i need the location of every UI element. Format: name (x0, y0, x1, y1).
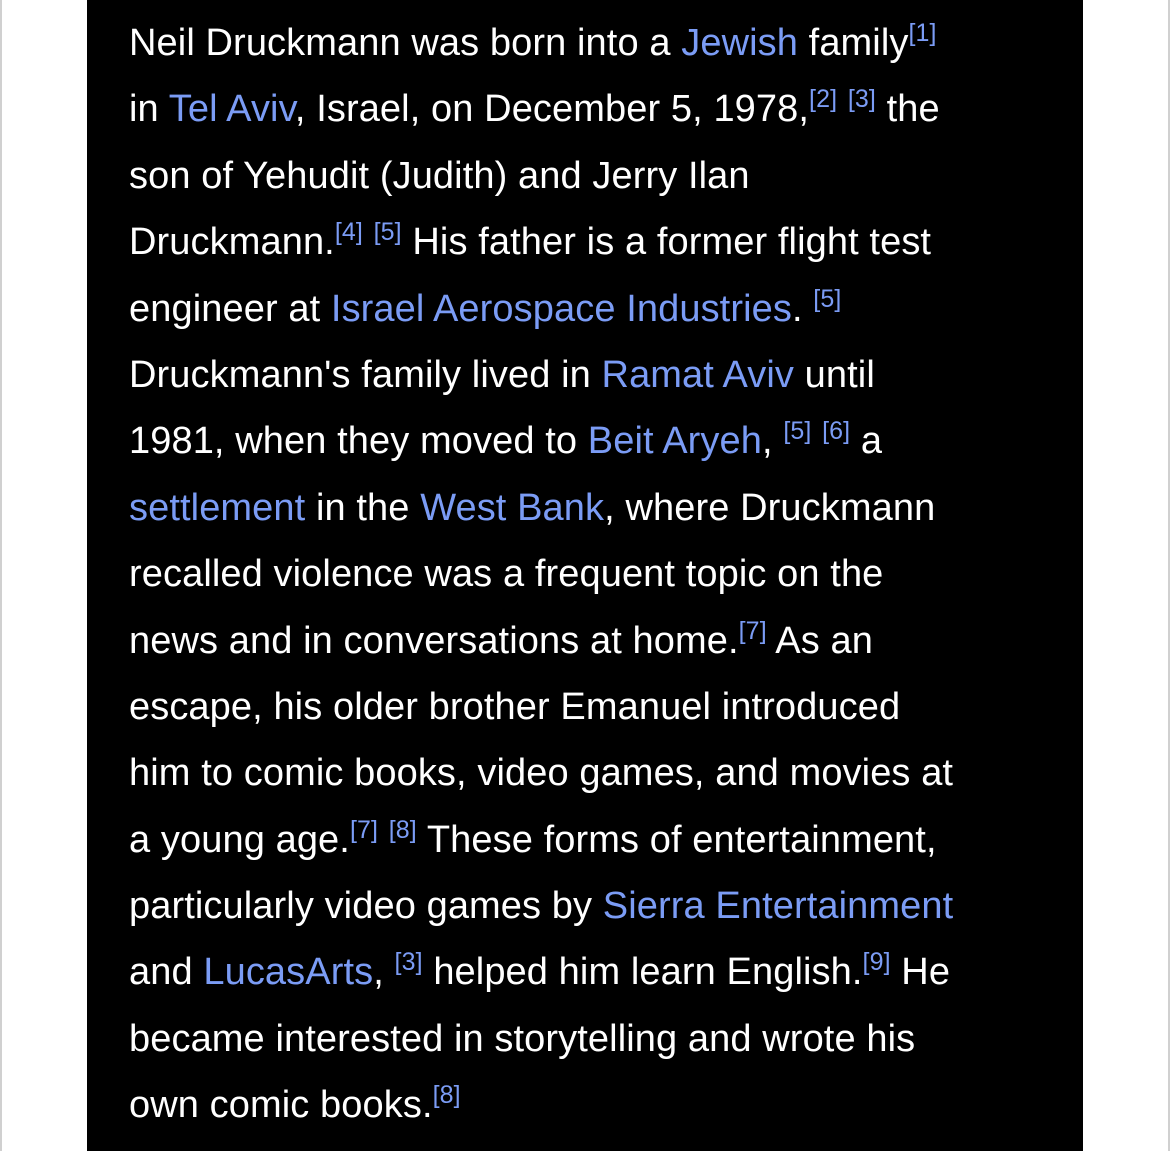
citation-link[interactable]: [6] (822, 417, 851, 446)
body-text: the (875, 88, 940, 131)
body-text: became interested in storytelling and wrote his (129, 1017, 916, 1060)
body-text: , where Druckmann (604, 486, 936, 529)
body-text (363, 221, 374, 263)
paragraph-line (129, 674, 1059, 740)
wiki-link[interactable]: settlement (129, 486, 306, 529)
wiki-link[interactable]: Ramat Aviv (601, 353, 795, 396)
paragraph-line (129, 1072, 1059, 1138)
body-text: him to comic books, video games, and movies at (129, 752, 954, 795)
body-text: son of Yehudit (Judith) and Jerry Ilan (129, 154, 750, 197)
paragraph-line (129, 1006, 1059, 1072)
body-text: 1981, when they moved to (129, 420, 588, 463)
citation-link[interactable]: [7] (738, 616, 767, 645)
paragraph-line (129, 143, 1059, 209)
body-text: escape, his older brother Emanuel introduced (129, 685, 901, 728)
citation-link[interactable]: [3] (394, 948, 423, 977)
citation-link[interactable]: [5] (373, 218, 402, 247)
body-text: helped him learn English. (422, 951, 863, 994)
body-text: news and in conversations at home. (129, 619, 739, 662)
paragraph-line (129, 342, 1059, 408)
wiki-link[interactable]: Tel Aviv (168, 88, 295, 131)
article-paragraph (129, 10, 1059, 1139)
paragraph-line (129, 740, 1059, 806)
paragraph-line (129, 76, 1059, 142)
wiki-link[interactable]: LucasArts (203, 951, 374, 994)
paragraph-line (129, 475, 1059, 541)
body-text: in the (305, 486, 421, 529)
citation-link[interactable]: [5] (783, 417, 812, 446)
body-text: , (373, 951, 395, 994)
citation-link[interactable]: [3] (847, 85, 876, 114)
wiki-link[interactable]: Jewish (681, 22, 798, 64)
body-text: and (129, 951, 204, 994)
paragraph-line (129, 541, 1059, 607)
paragraph-line (129, 10, 1059, 76)
citation-link[interactable]: [7] (349, 815, 379, 844)
body-text: As an (766, 619, 873, 662)
body-text: Neil Druckmann was born into a (129, 22, 682, 64)
paragraph-line (129, 276, 1059, 342)
body-text: Druckmann's family lived in (129, 353, 602, 396)
paragraph-line (129, 608, 1059, 674)
body-text: engineer at (129, 287, 331, 330)
body-text: own comic books. (129, 1084, 433, 1127)
body-text: particularly video games by (129, 885, 603, 928)
body-text: He (890, 951, 951, 994)
wiki-link[interactable]: West Bank (420, 486, 605, 529)
body-text: His father is a former flight test (401, 221, 932, 264)
body-text: , Israel, on December 5, 1978, (294, 88, 810, 131)
wiki-link[interactable]: Israel Aerospace Industries (330, 287, 792, 330)
citation-link[interactable]: [2] (809, 85, 838, 114)
paragraph-line (129, 807, 1059, 873)
body-text (378, 819, 389, 861)
body-text: family (798, 22, 909, 64)
wiki-link[interactable]: Beit Aryeh (587, 420, 763, 463)
body-text: until (794, 353, 875, 396)
body-text: a young age. (129, 818, 350, 861)
citation-link[interactable]: [8] (432, 1081, 461, 1110)
body-text: These forms of entertainment, (416, 818, 937, 861)
citation-link[interactable]: [9] (862, 948, 891, 977)
citation-link[interactable]: [1] (908, 19, 937, 47)
body-text: . (791, 287, 814, 330)
left-border (0, 0, 2, 1151)
wiki-link[interactable]: Sierra Entertainment (602, 885, 954, 928)
body-text: in (129, 88, 169, 131)
body-text: a (850, 420, 883, 463)
body-text: Druckmann. (129, 221, 335, 264)
paragraph-line (129, 873, 1059, 939)
body-text: , (762, 420, 784, 463)
paragraph-line (129, 939, 1059, 1005)
body-text (837, 88, 848, 130)
citation-link[interactable]: [8] (388, 815, 417, 844)
body-text: recalled violence was a frequent topic on the (129, 553, 884, 596)
citation-link[interactable]: [4] (334, 218, 363, 247)
paragraph-line (129, 209, 1059, 275)
paragraph-line (129, 408, 1059, 474)
body-text (811, 420, 822, 462)
citation-link[interactable]: [5] (813, 284, 842, 313)
